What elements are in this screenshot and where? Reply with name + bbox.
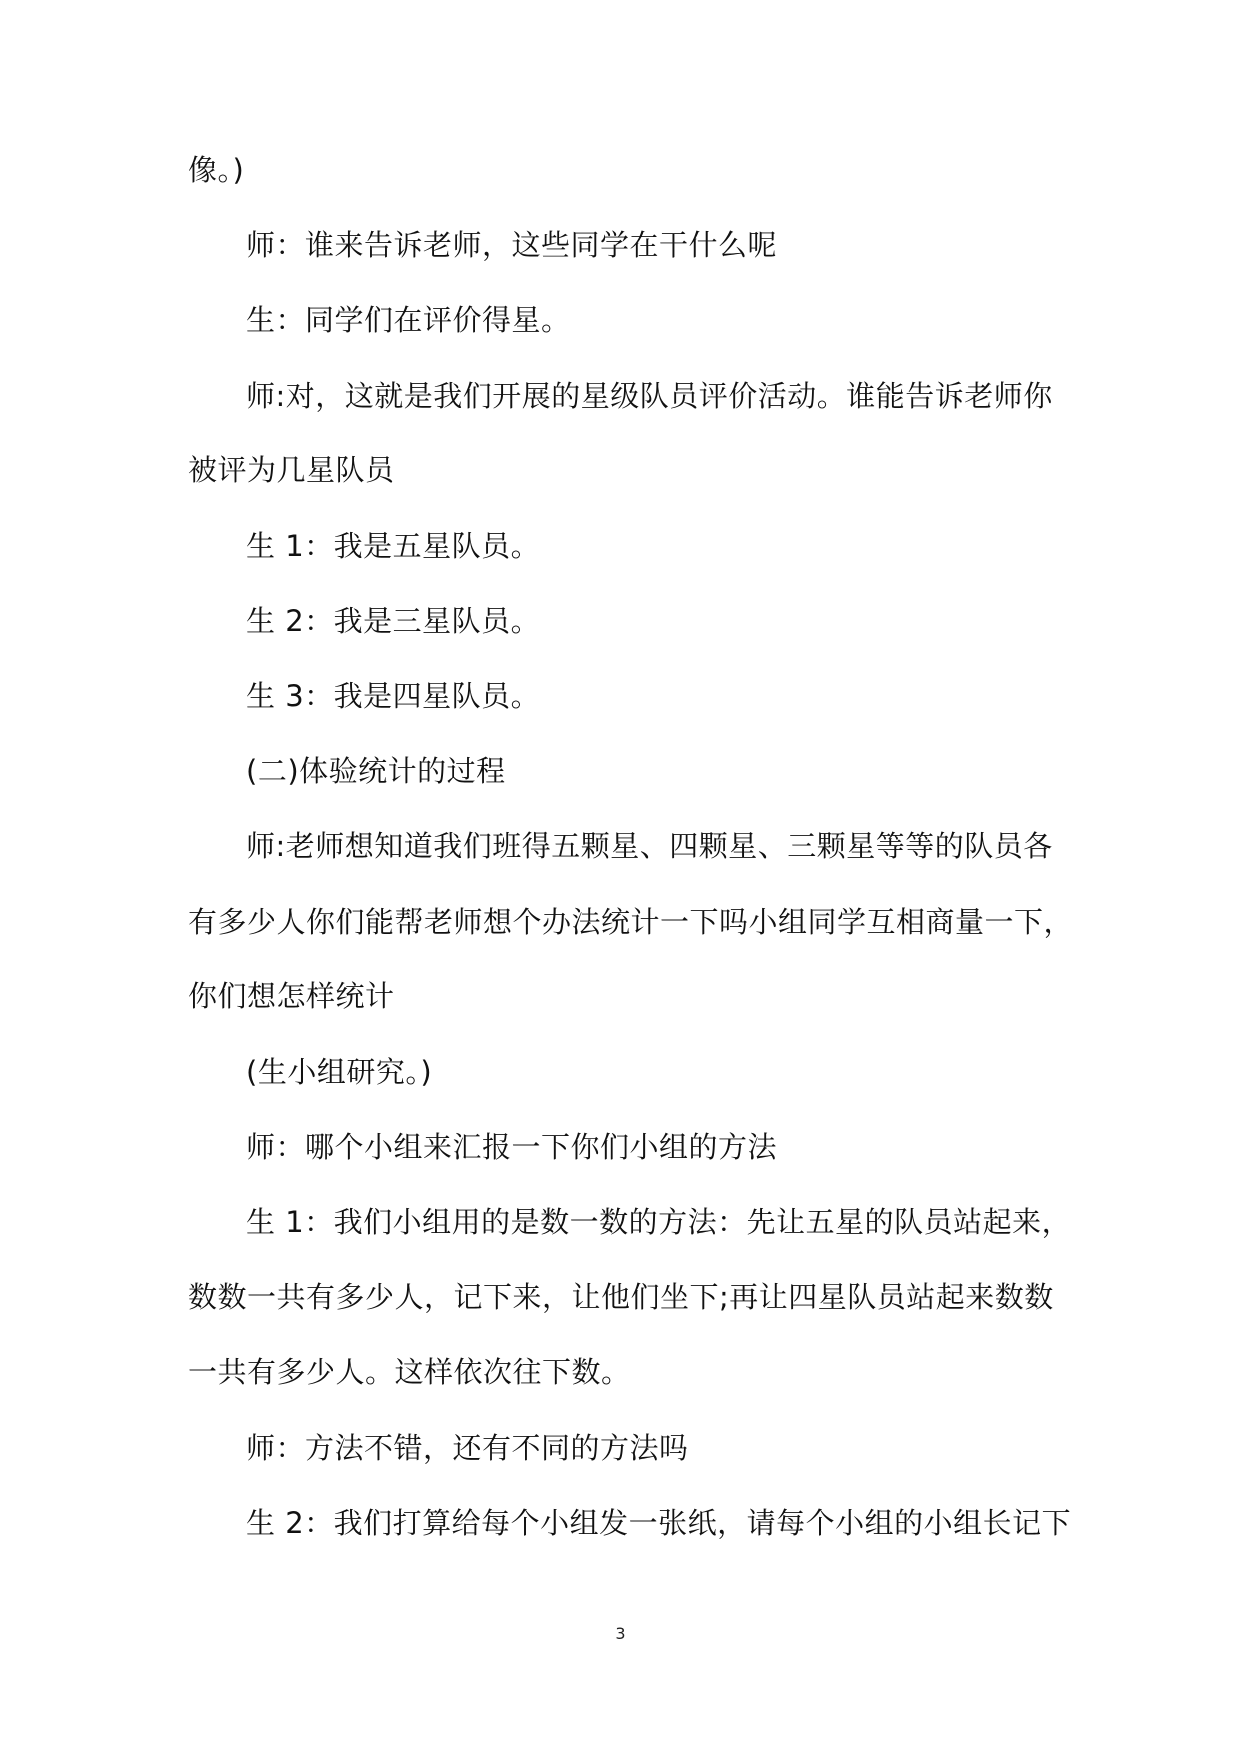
text-line: 你们想怎样统计 <box>188 979 395 1013</box>
text-line: (生小组研究。) <box>246 1055 433 1089</box>
text-line: 师：谁来告诉老师，这些同学在干什么呢 <box>246 228 778 262</box>
text-line: 师：哪个小组来汇报一下你们小组的方法 <box>246 1130 778 1164</box>
page-number: 3 <box>615 1624 626 1643</box>
text-line: 生 1：我是五星队员。 <box>246 529 541 563</box>
text-line: 师:老师想知道我们班得五颗星、四颗星、三颗星等等的队员各 <box>246 829 1053 863</box>
text-line: 数数一共有多少人，记下来，让他们坐下;再让四星队员站起来数数 <box>188 1280 1054 1314</box>
text-line: 被评为几星队员 <box>188 453 395 487</box>
text-line: 生 1：我们小组用的是数一数的方法：先让五星的队员站起来， <box>246 1205 1072 1239</box>
text-line: 师:对，这就是我们开展的星级队员评价活动。谁能告诉老师你 <box>246 379 1053 413</box>
text-line: 生 2：我是三星队员。 <box>246 604 541 638</box>
section-heading: (二)体验统计的过程 <box>246 754 506 788</box>
text-line: 生 3：我是四星队员。 <box>246 679 541 713</box>
text-line: 有多少人你们能帮老师想个办法统计一下吗小组同学互相商量一下， <box>188 905 1074 939</box>
text-line: 生 2：我们打算给每个小组发一张纸，请每个小组的小组长记下 <box>246 1506 1072 1540</box>
text-line: 师：方法不错，还有不同的方法吗 <box>246 1431 689 1465</box>
text-line: 一共有多少人。这样依次往下数。 <box>188 1355 631 1389</box>
text-line: 像。) <box>188 153 245 187</box>
text-line: 生：同学们在评价得星。 <box>246 303 571 337</box>
